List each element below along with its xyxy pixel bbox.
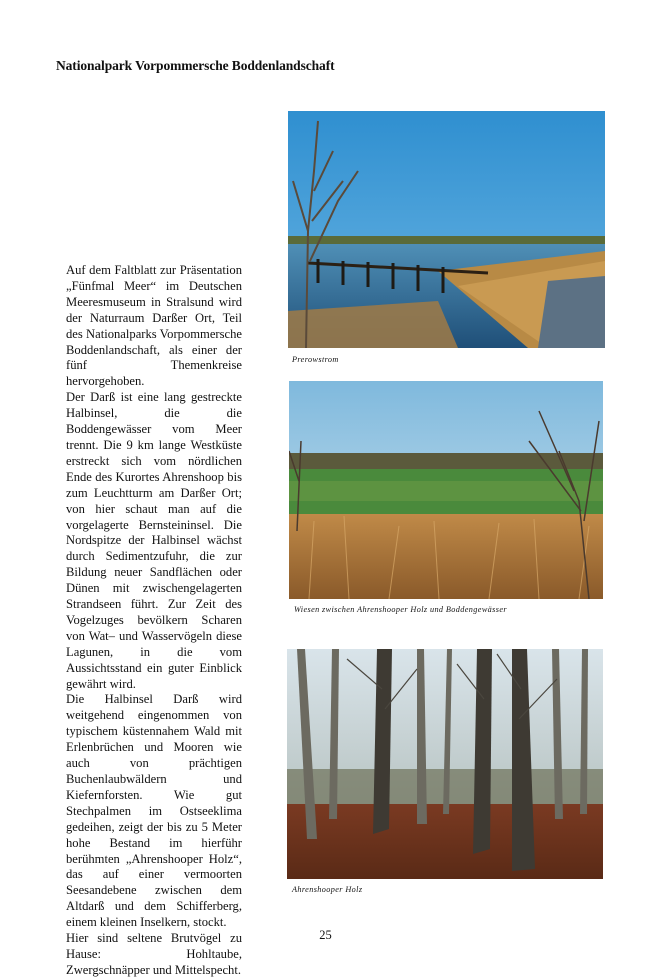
article-text xyxy=(66,263,242,979)
caption-prerowstrom: Prerowstrom xyxy=(292,355,339,364)
paragraph-2: Der Darß ist eine lang gestreckte Halbinsel, die die Boddengewässer vom Meer trennt. Die 9 km lange Westküste erstreckt sich vom nördlichen Ende des Kurortes Ahrenshoop bis zum Leuchtturm am Darßer Ort; von hier schaut man auf die vorgelagerte Bernsteininsel. Die Nordspitze der Halbinsel wächst durch Sedimentzufuhr, die zur Bildung neuer Sandflächen oder Dünen mit zwischengelagerten Strandseen führt. Zur Zeit des Vogelzuges bevölkern Scharen von Wat– und Wasservögeln diese Lagunen, in die vom Aussichtsstand ein guter Einblick gewährt wird. xyxy=(66,390,242,691)
page-number: 25 xyxy=(319,928,332,942)
caption-ahrenshooper-holz: Ahrenshooper Holz xyxy=(292,885,363,894)
photo-wiesen xyxy=(289,381,603,599)
paragraph-4: Hier sind seltene Brutvögel zu Hause: Hohltaube, Zwergschnäpper und Mittelspecht. xyxy=(66,931,242,977)
page-title: Nationalpark Vorpommersche Boddenlandschaft xyxy=(56,58,335,73)
paragraph-1: Auf dem Faltblatt zur Präsentation „Fünfmal Meer“ im Deutschen Meeresmuseum in Stralsund wird der Naturraum Darßer Ort, Teil des Nationalparks Vorpommersche Boddenlandschaft, als einer der fünf Themenkreise hervorgehoben. xyxy=(66,263,242,389)
caption-wiesen: Wiesen zwischen Ahrenshooper Holz und Boddengewässer xyxy=(294,605,507,614)
photo-prerowstrom xyxy=(288,111,605,348)
photo-ahrenshooper-holz xyxy=(287,649,603,879)
paragraph-3: Die Halbinsel Darß wird weitgehend eingenommen von typischem küstennahem Wald mit Erlenbrüchen und Mooren wie auch von prächtigen Buchenlaubwäldern und Kiefernforsten. Wie gut Stechpalmen im Ostseeklima gedeihen, zeigt der bis zu 5 Meter hohe Bestand im hierführ berühmten „Ahrenshooper Holz“, das auf einer vermoorten Seesandebene zwischen dem Altdarß und dem Schifferberg, einem kleinen Inselkern, stockt. xyxy=(66,692,242,930)
